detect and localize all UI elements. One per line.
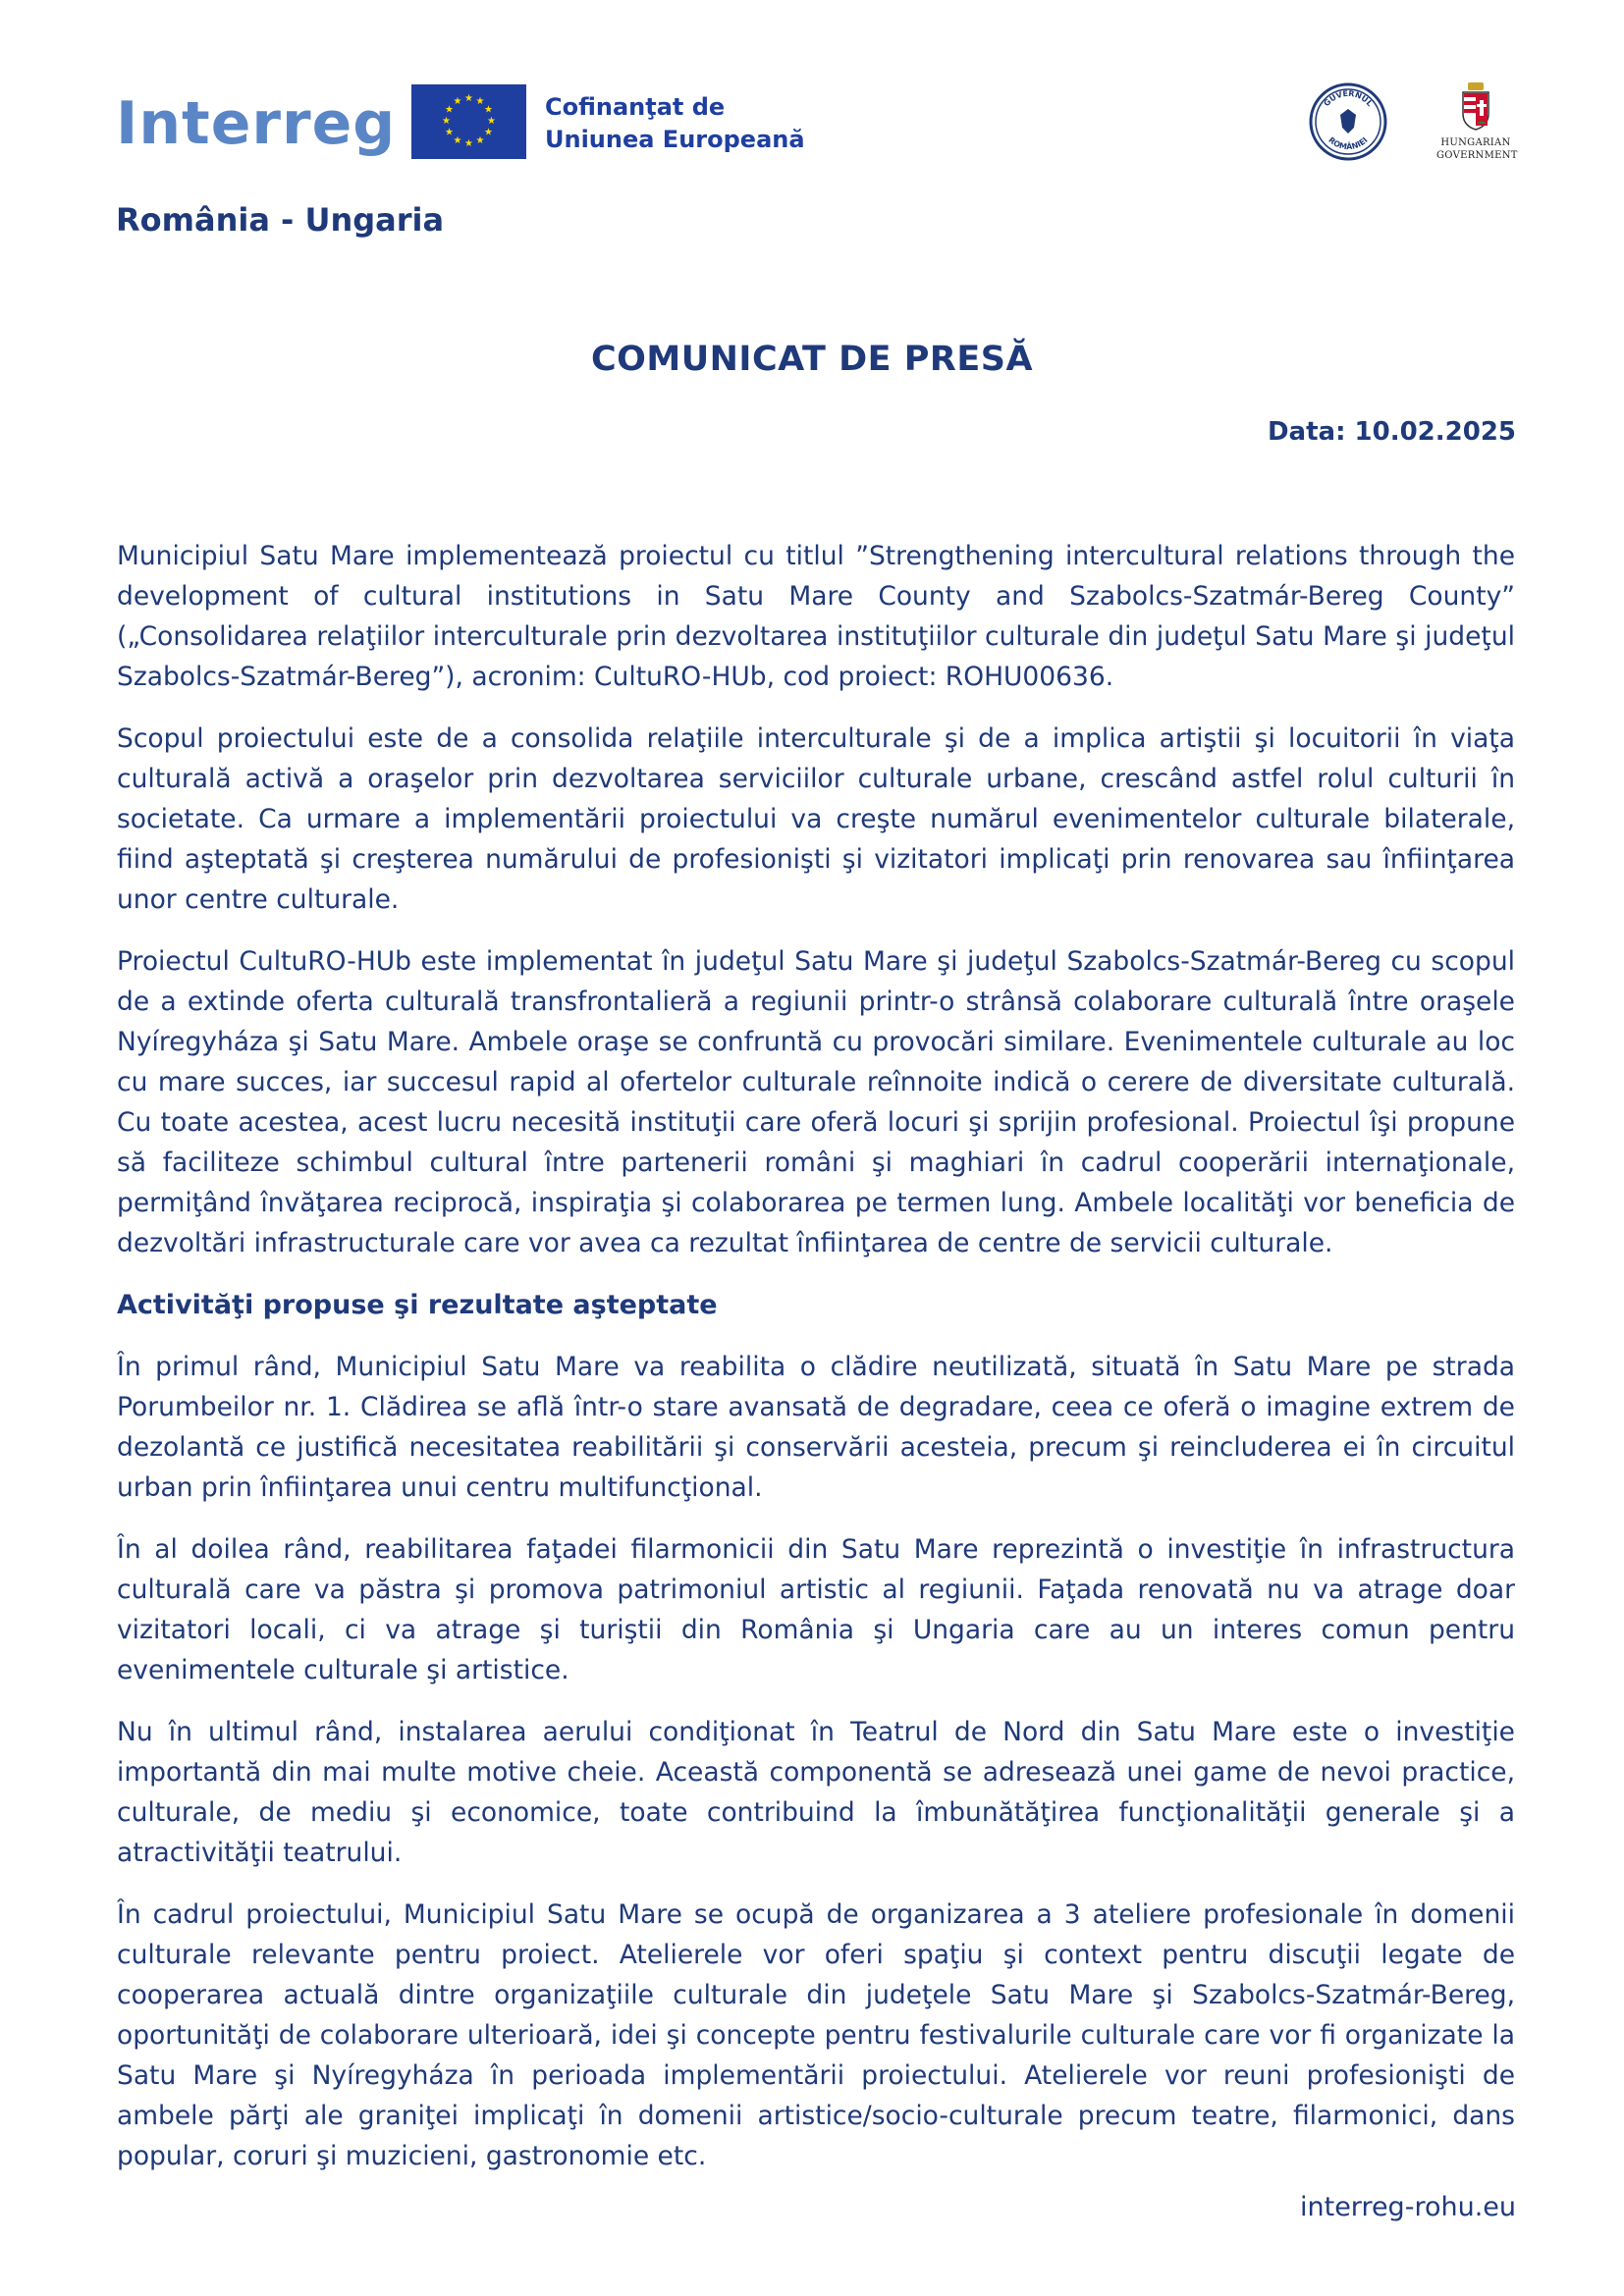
svg-text:★: ★ [487,116,496,127]
svg-text:★: ★ [442,116,451,127]
svg-text:★: ★ [484,127,493,138]
footer-website-link[interactable]: interreg-rohu.eu [1300,2192,1516,2222]
section-heading-activities: Activităţi propuse şi rezultate aşteptate [117,1290,718,1320]
program-name: România - Ungaria [116,201,445,239]
interreg-logo: Interreg [116,89,397,158]
eu-cofinance-line2: Uniunea Europeană [545,126,805,153]
paragraph-activity-workshops: În cadrul proiectului, Municipiul Satu Mare se ocupă de organizarea a 3 ateliere profesionale în domenii culturale relevante pentru proiect. Atelierele vor oferi spaţiu şi context pentru discuţii legate de cooperarea actuală dintre organizaţiile culturale din judeţele Satu Mare şi Szabolcs-Szatmár-Bereg, oportunităţi de colaborare ulterioară, idei şi concepte pentru festivalurile culturale care vor fi organizate la Satu Mare şi Nyíregyháza în perioada implementării proiectului. Atelierele vor reuni profesionişti de ambele părţi ale graniţei implicaţi în domenii artistice/socio-culturale precum teatre, filarmonici, dans popular, coruri şi muzicieni, gastronomie etc. [117,1899,1515,2171]
hungarian-government-line2: GOVERNMENT [1436,150,1518,161]
svg-text:★: ★ [475,96,485,107]
romanian-government-seal-icon [1309,82,1387,161]
eu-cofinance-line1: Cofinanţat de [545,93,726,121]
paragraph-activity-building: În primul rând, Municipiul Satu Mare va reabilita o clădire neutilizată, situată în Satu Mare pe strada Porumbeilor nr. 1. Clădirea se află într-o stare avansată de degradare, ceea ce oferă o imagine extrem de dezolantă ce justifică necesitatea reabilitării şi conservării acesteia, precum şi reincluderea ei în circuitul urban prin înfiinţarea unui centru multifuncţional. [117,1352,1515,1503]
svg-text:★: ★ [475,135,485,146]
svg-text:★: ★ [464,138,473,149]
eu-flag-icon [411,84,526,159]
svg-text:ROMÂNIEI: ROMÂNIEI [1326,135,1370,152]
svg-text:★: ★ [445,127,454,138]
svg-text:★: ★ [453,135,462,146]
svg-text:★: ★ [464,93,473,104]
paragraph-project-goal: Scopul proiectului este de a consolida relaţiile interculturale şi de a implica artiştii şi locuitorii în viaţa culturală activă a oraşelor prin dezvoltarea serviciilor culturale urbane, crescând astfel rolul culturii în societate. Ca urmare a implementării proiectului va creşte numărul evenimentelor culturale bilaterale, fiind aşteptată şi creşterea numărului de profesionişti şi vizitatori implicaţi prin renovarea sau înfiinţarea unor centre culturale. [117,723,1515,915]
page-title: COMUNICAT DE PRESĂ [590,340,1034,379]
paragraph-project-description: Proiectul CultuRO-HUb este implementat în judeţul Satu Mare şi judeţul Szabolcs-Szatmár-Bereg cu scopul de a extinde oferta culturală transfrontalieră a regiunii printr-o strânsă colaborare culturală între oraşele Nyíregyháza şi Satu Mare. Ambele oraşe se confruntă cu provocări similare. Evenimentele culturale au loc cu mare succes, iar succesul rapid al ofertelor culturale reînnoite indică o cerere de diversitate culturală. Cu toate acestea, acest lucru necesită instituţii care oferă locuri şi sprijin profesional. Proiectul îşi propune să faciliteze schimbul cultural între partenerii români şi maghiari în cadrul cooperării internaţionale, permiţând învăţarea reciprocă, inspiraţia şi colaborarea pe termen lung. Ambele localităţi vor beneficia de dezvoltări infrastructurale care vor avea ca rezultat înfiinţarea de centre de servicii culturale. [117,946,1515,1258]
press-release-body [117,536,1515,2198]
svg-text:★: ★ [484,104,493,116]
svg-text:★: ★ [445,104,454,116]
hungarian-government-line1: HUNGARIAN [1440,137,1511,148]
paragraph-activity-theatre: Nu în ultimul rând, instalarea aerului condiţionat în Teatrul de Nord din Satu Mare este o investiţie importantă din mai multe motive cheie. Această componentă se adresează unei game de nevoi practice, culturale, de mediu şi economice, toate contribuind la îmbunătăţirea funcţionalităţii generale şi a atractivităţii teatrului. [117,1717,1515,1868]
paragraph-project-intro: Municipiul Satu Mare implementează proiectul cu titlul ”Strengthening intercultural relations through the development of cultural institutions in Satu Mare County and Szabolcs-Szatmár-Bereg County” („Consolidarea relaţiilor interculturale prin dezvoltarea instituţiilor culturale din judeţul Satu Mare şi judeţul Szabolcs-Szatmár-Bereg”), acronim: CultuRO-HUb, cod proiect: ROHU00636. [117,541,1515,692]
hungarian-coat-of-arms-icon [1459,80,1492,132]
paragraph-activity-philharmonic: În al doilea rând, reabilitarea faţadei filarmonicii din Satu Mare reprezintă o investiţie în infrastructura culturală care va păstra şi promova patrimoniul artistic al regiunii. Faţada renovată nu va atrage doar vizitatori locali, ci va atrage şi turiştii din România şi Ungaria care au un interes comun pentru evenimentele culturale şi artistice. [117,1534,1515,1685]
eu-cofinance-label [545,91,805,156]
hungarian-government-logo [1436,80,1518,169]
svg-text:GUVERNUL: GUVERNUL [1322,88,1375,109]
svg-text:★: ★ [453,96,462,107]
press-release-date: Data: 10.02.2025 [1267,417,1516,447]
